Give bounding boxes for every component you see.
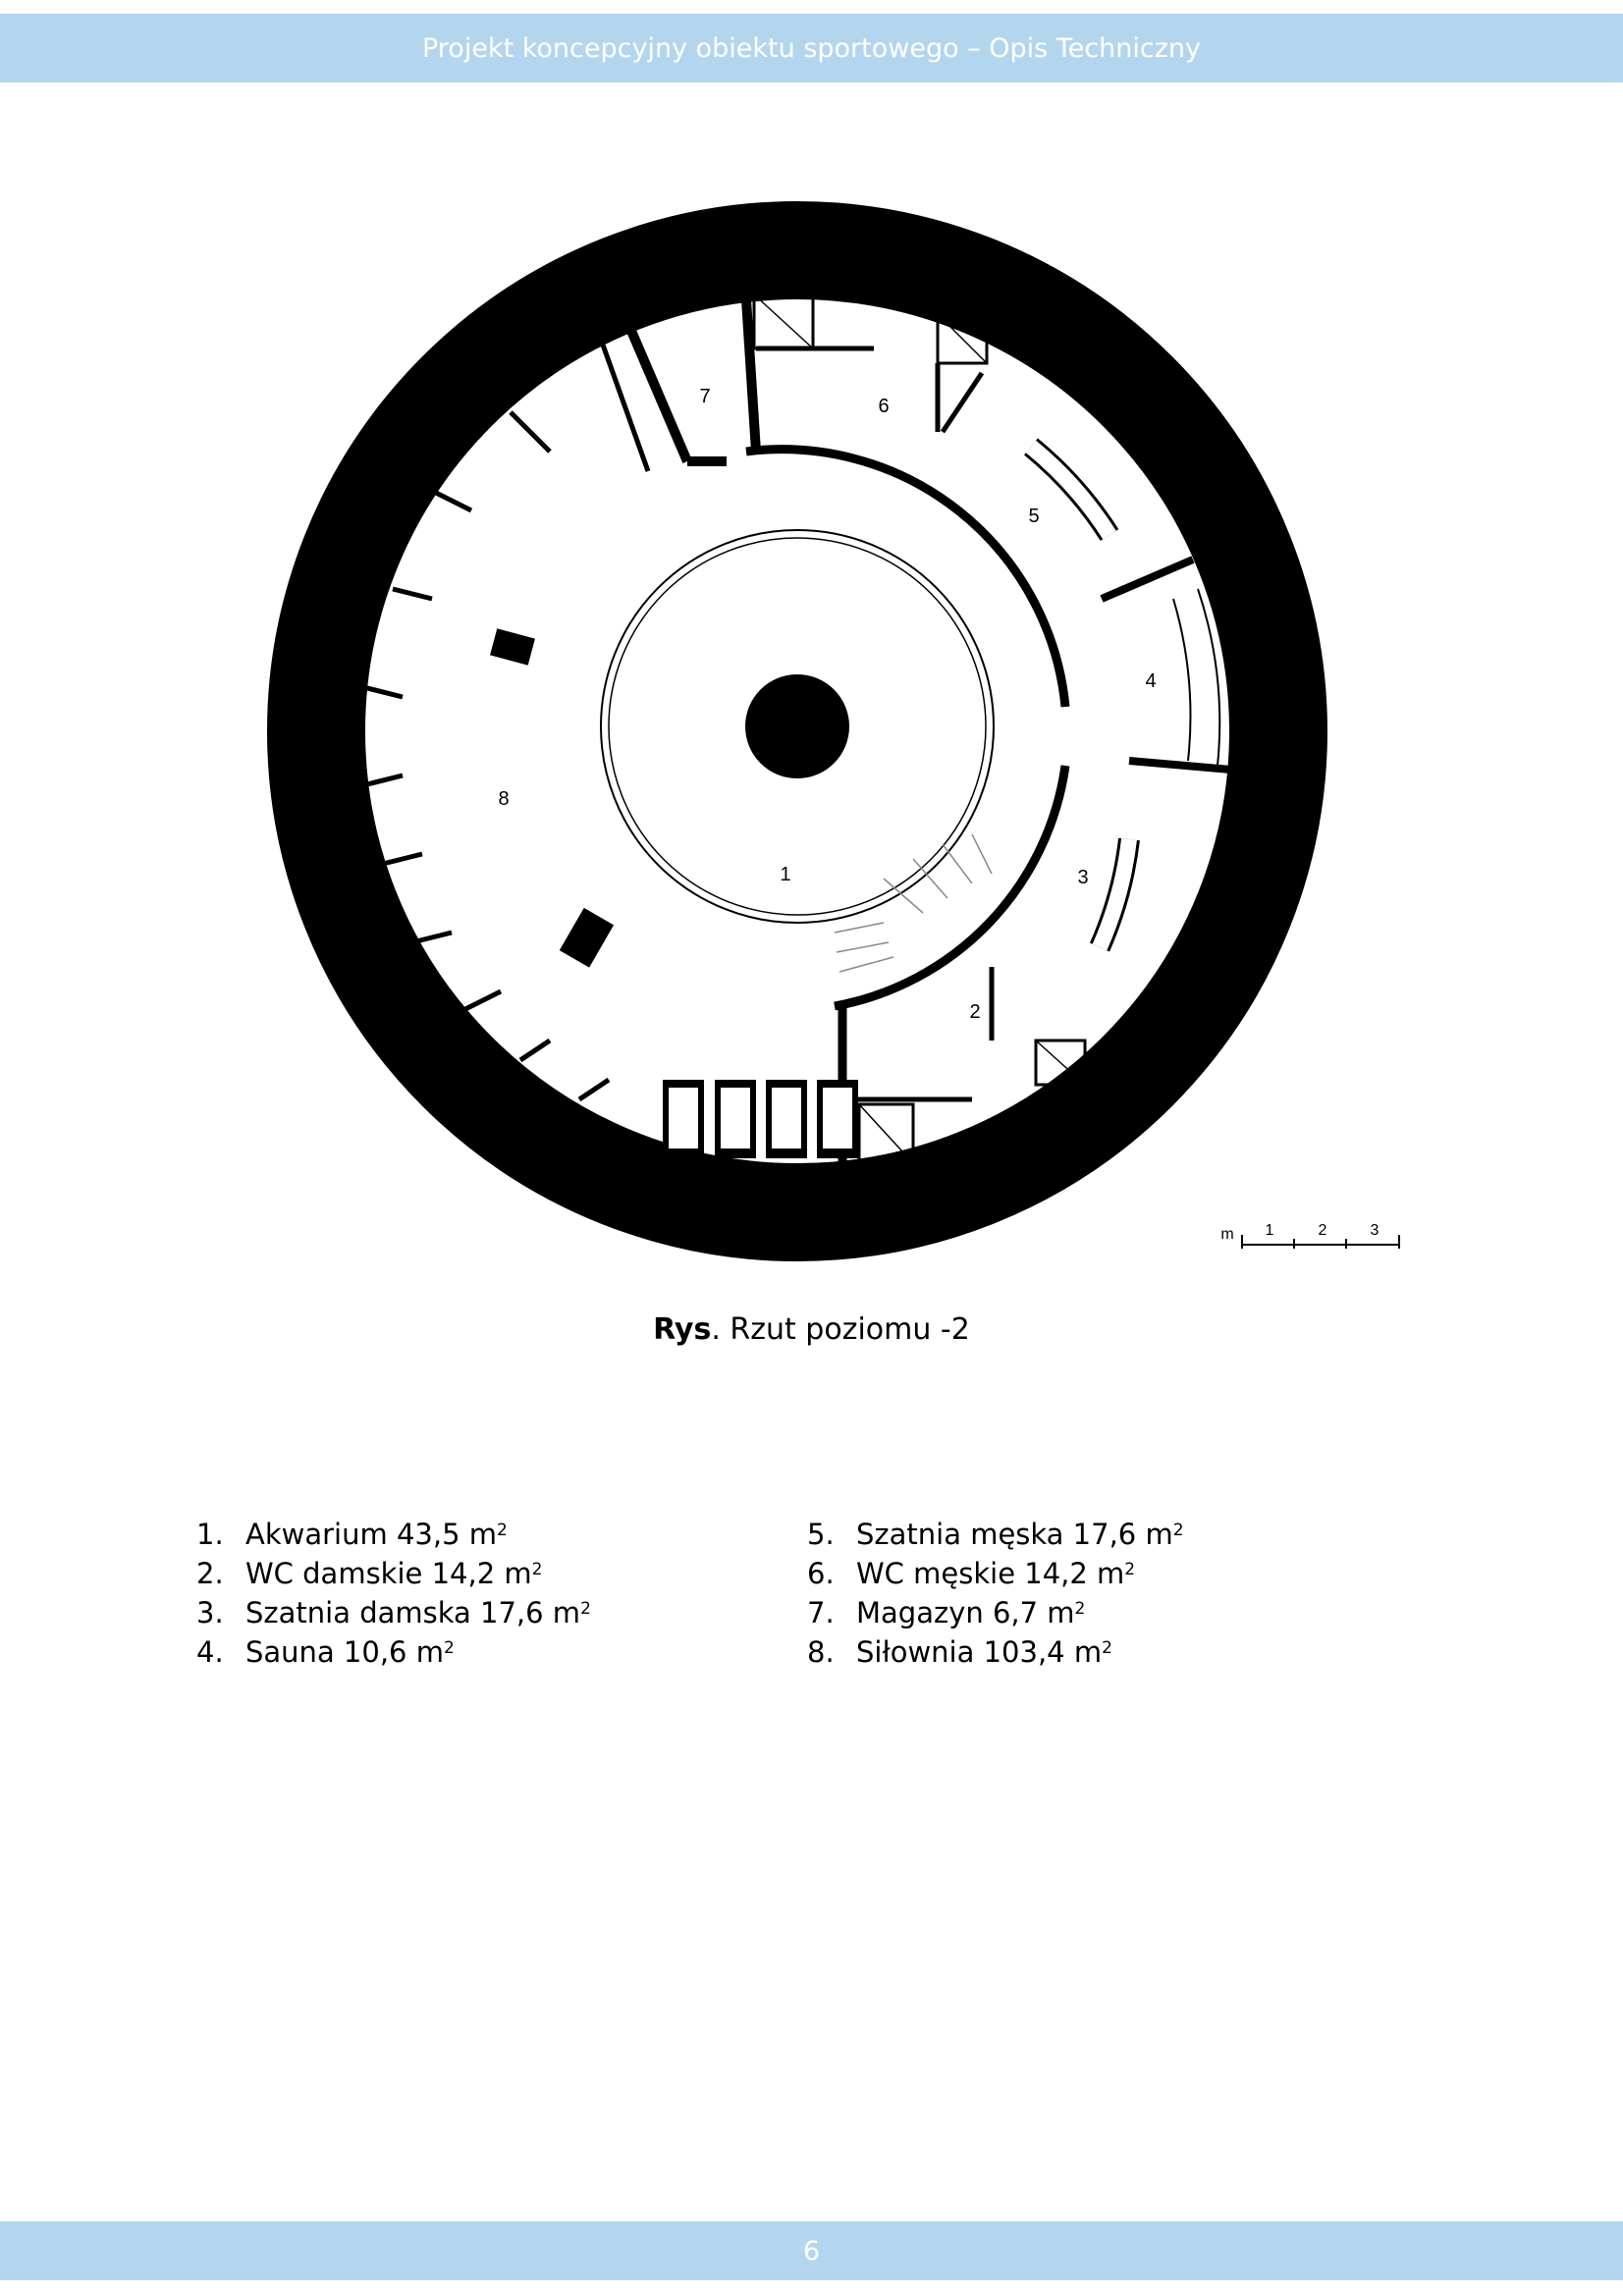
room-number: 6 xyxy=(878,396,890,417)
legend-text: Siłownia 103,4 m xyxy=(856,1635,1103,1669)
legend-item xyxy=(196,1593,591,1632)
legend-item xyxy=(807,1554,1184,1593)
legend-number: 8. xyxy=(807,1635,835,1669)
legend-item xyxy=(196,1515,591,1554)
legend-superscript: 2 xyxy=(531,1560,543,1579)
legend-superscript: 2 xyxy=(580,1599,591,1619)
scale-tick-label: 3 xyxy=(1370,1222,1380,1239)
room-number: 4 xyxy=(1145,670,1157,692)
legend-superscript: 2 xyxy=(497,1521,508,1540)
legend-number: 2. xyxy=(196,1557,224,1590)
legend-item xyxy=(196,1632,591,1672)
scale-unit: m xyxy=(1220,1226,1234,1243)
legend-superscript: 2 xyxy=(443,1638,455,1658)
room-number: 5 xyxy=(1028,506,1040,527)
legend-number: 3. xyxy=(196,1596,224,1629)
inner-wall-lower xyxy=(835,766,1065,1006)
legend-text: Sauna 10,6 m xyxy=(245,1635,444,1669)
legend-number: 7. xyxy=(807,1596,835,1629)
legend-text: Szatnia męska 17,6 m xyxy=(856,1518,1173,1551)
legend-superscript: 2 xyxy=(1074,1599,1086,1619)
stairs xyxy=(835,834,992,972)
room-number: 7 xyxy=(699,386,711,407)
room-legend-right xyxy=(807,1515,1184,1672)
room-number: 1 xyxy=(780,864,791,885)
room-number: 3 xyxy=(1077,867,1089,888)
inner-wall-upper xyxy=(746,450,1065,707)
page-footer xyxy=(0,2221,1623,2280)
legend-text: WC damskie 14,2 m xyxy=(245,1557,532,1590)
legend-item xyxy=(807,1632,1184,1672)
legend-superscript: 2 xyxy=(1124,1560,1136,1579)
legend-text: Akwarium 43,5 m xyxy=(245,1518,497,1551)
room-number: 2 xyxy=(969,1001,981,1023)
scale-bar xyxy=(1220,1222,1399,1249)
sauna-wall xyxy=(1102,560,1193,599)
figure-caption xyxy=(0,1312,1623,1347)
legend-item xyxy=(807,1593,1184,1632)
header-title: Projekt koncepcyjny obiektu sportowego – Opis Techniczny xyxy=(421,32,1202,64)
room-number: 8 xyxy=(498,788,510,810)
legend-number: 1. xyxy=(196,1518,224,1551)
legend-superscript: 2 xyxy=(1172,1521,1184,1540)
room-legend-left xyxy=(196,1515,591,1672)
page-number: 6 xyxy=(802,2235,821,2267)
legend-number: 6. xyxy=(807,1557,835,1590)
sauna-wall xyxy=(1129,761,1242,771)
legend-text: Szatnia damska 17,6 m xyxy=(245,1596,581,1629)
legend-number: 5. xyxy=(807,1518,835,1551)
legend-number: 4. xyxy=(196,1635,224,1669)
legend-text: Magazyn 6,7 m xyxy=(856,1596,1075,1629)
legend-superscript: 2 xyxy=(1102,1638,1112,1658)
legend-item xyxy=(807,1515,1184,1554)
caption-label: Rys xyxy=(653,1312,712,1347)
legend-text: WC męskie 14,2 m xyxy=(856,1557,1125,1590)
central-column xyxy=(745,674,849,778)
scale-tick-label: 1 xyxy=(1265,1222,1274,1239)
caption-text: . Rzut poziomu -2 xyxy=(711,1312,970,1347)
scale-tick-label: 2 xyxy=(1318,1222,1327,1239)
legend-item xyxy=(196,1554,591,1593)
